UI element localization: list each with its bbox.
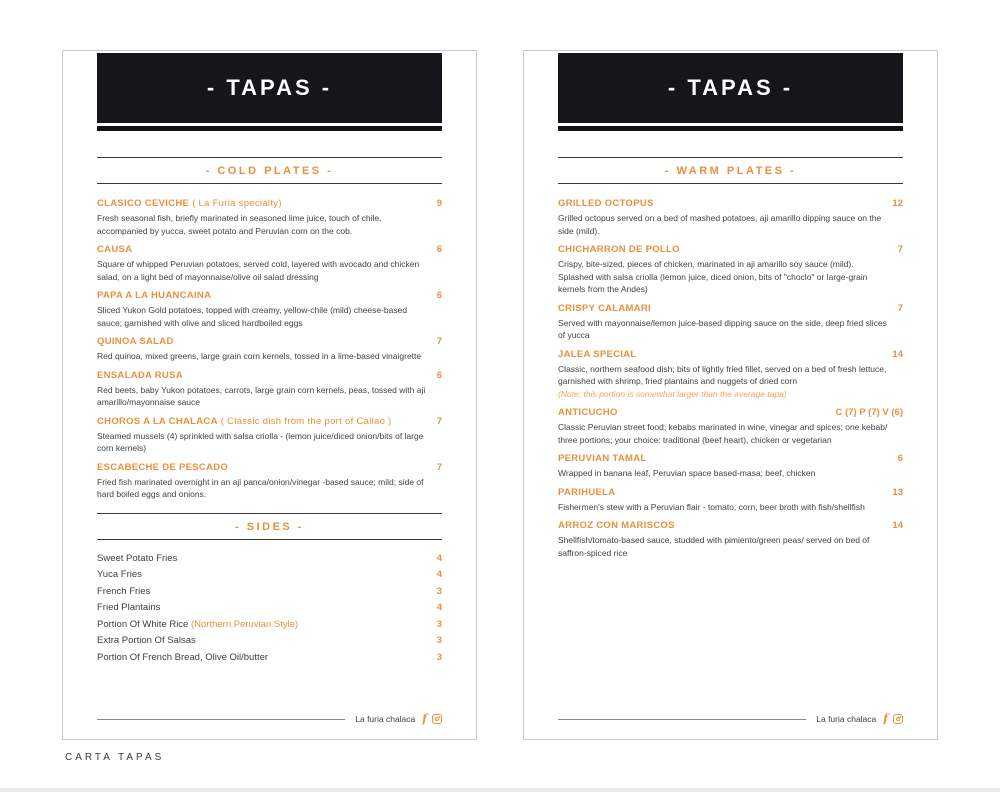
item-name: CAUSA [97,244,133,255]
menu-item [97,198,442,237]
item-description: Sliced Yukon Gold potatoes, topped with creamy, yellow-chile (mild) cheese-based sauce; garnished with olive and sliced hardboiled eggs [97,305,408,328]
page-footer [558,714,903,724]
item-price: 6 [436,290,442,301]
facebook-icon: f [422,712,427,725]
side-name: Yuca Fries [97,569,142,580]
menu-item [558,303,903,342]
menu-page-warm-plates [523,50,938,740]
menu-item [97,336,442,363]
item-price: C (7) P (7) V (6) [835,407,903,418]
item-price: 14 [892,520,903,531]
item-note: ( Classic dish from the port of Callao ) [217,415,392,427]
side-name: French Fries [97,585,151,597]
section-heading-cold-plates: - COLD PLATES - [97,157,442,184]
side-name: Portion Of White Rice (Northern Peruvian Style) [97,618,299,630]
side-item [97,652,442,663]
item-name: GRILLED OCTOPUS [558,198,654,209]
menu-item [558,487,903,514]
item-footnote: (Note: this portion is somewhat larger than the average tapa) [558,388,787,399]
item-price: 7 [436,336,442,347]
menu-item [97,462,442,501]
side-name: Fried Plantains [97,602,161,613]
menu-item [558,198,903,237]
item-price: 7 [897,302,903,314]
item-name: ANTICUCHO [558,407,618,418]
side-item [97,619,442,630]
item-name: PARIHUELA [558,486,616,498]
cold-plates-list [97,198,442,501]
item-price: 7 [436,461,442,473]
side-item [97,602,442,613]
side-item [97,635,442,646]
page-footer [97,714,442,724]
item-name: PAPA A LA HUANCAINA [97,290,212,301]
side-name: Portion Of French Bread, Olive Oil/butter [97,651,269,663]
item-price: 14 [892,348,903,360]
bottom-edge-strip [0,788,1000,792]
title-divider [97,126,442,131]
item-description: Grilled octopus served on a bed of mashed potatoes, aji amarillo dipping sauce on the side (mild). [558,213,882,236]
warm-plates-list [558,198,903,559]
item-name: QUINOA SALAD [97,336,174,347]
title-divider [558,126,903,131]
item-name: CHICHARRON DE POLLO [558,244,680,255]
item-description: Wrapped in banana leaf, Peruvian space based-masa; beef, chicken [558,468,816,478]
item-name: CHOROS A LA CHALACA ( Classic dish from the port of Callao ) [97,415,392,427]
item-name: PERUVIAN TAMAL [558,453,647,464]
item-description: Steamed mussels (4) sprinkled with salsa criolla - (lemon juice/diced onion/bits of large corn kernels) [97,430,424,453]
item-description: Served with mayonnaise/lemon juice-based dipping sauce on the side, deep fried slices of yucca [558,317,887,340]
brand-name: La furia chalaca [816,714,877,724]
item-description: Shellfish/tomato-based sauce, studded with pimiento/green peas/ served on bed of saffron-spiced rice [558,535,870,558]
side-item [97,553,442,564]
section-heading-sides: - SIDES - [97,513,442,540]
item-description: Classic, northern seafood dish; bits of lightly fried fillet, served on a bed of fresh lettuce, garnished with shrimp, fried plantains and nuggets of dried corn [558,363,887,386]
menu-page-cold-plates [62,50,477,740]
sides-list [97,553,442,663]
side-price: 3 [436,635,442,646]
menu-item [97,290,442,329]
item-name: CRISPY CALAMARI [558,302,651,314]
menu-item [558,349,903,401]
item-price: 9 [436,198,442,209]
item-name: ARROZ CON MARISCOS [558,520,675,531]
side-item [97,586,442,597]
menu-item [558,244,903,296]
item-price: 13 [892,486,903,498]
menu-item [97,244,442,283]
brand-name: La furia chalaca [355,714,416,724]
side-item [97,569,442,580]
side-note: (Northern Peruvian Style) [188,618,299,630]
item-description: Crispy, bite-sized, pieces of chicken, marinated in aji amarillo soy sauce (mild). Splashed with salsa criolla (lemon juice, diced onion, bits of "choclo" or large-grain kernels from the Andes) [558,259,868,294]
item-price: 6 [436,244,442,255]
footer-divider [97,719,345,720]
item-note: ( La Furia specialty) [189,198,282,209]
page-title: - TAPAS - [97,53,442,123]
side-price: 4 [436,569,442,580]
item-description: Fried fish marinated overnight in an aji panca/onion/vinegar -based sauce; mild; side of hard boiled eggs and onions. [97,476,424,499]
page-title: - TAPAS - [558,53,903,123]
item-price: 7 [436,415,442,427]
item-description: Classic Peruvian street food; kebabs marinated in wine, vinegar and spices; one kebab/ three portions; your choice: traditional (beef heart), chicken or vegetarian [558,422,888,445]
item-description: Red quinoa, mixed greens, large grain corn kernels, tossed in a lime-based vinaigrette [97,351,422,361]
item-description: Red beets, baby Yukon potatoes, carrots, large grain corn kernels, peas, tossed with aji amarillo/mayonnaise sauce [97,384,426,407]
menu-item [558,520,903,559]
item-name: CLASICO CEVICHE ( La Furia specialty) [97,198,282,209]
item-name: ESCABECHE DE PESCADO [97,461,229,473]
side-price: 3 [436,651,442,663]
item-price: 6 [436,369,442,381]
side-price: 4 [436,602,442,613]
instagram-icon [893,714,903,724]
menu-item [97,370,442,409]
menu-item [558,453,903,480]
item-description: Fresh seasonal fish, briefly marinated in seasoned lime juice, touch of chile, accompanied by yucca, sweet potato and Peruvian corn on the cob. [97,213,382,236]
item-price: 12 [892,198,903,209]
facebook-icon: f [883,712,888,725]
section-heading-warm-plates: - WARM PLATES - [558,157,903,184]
item-name: JALEA SPECIAL [558,348,637,360]
item-price: 7 [897,244,903,255]
side-price: 4 [436,552,442,564]
item-description: Fishermen's stew with a Peruvian flair - tomato, corn, beer broth with fish/shellfish [558,501,865,512]
instagram-icon [432,714,442,724]
document-caption: CARTA TAPAS [65,752,165,763]
menu-item [97,416,442,455]
side-price: 3 [436,585,442,597]
side-price: 3 [436,618,442,630]
menu-item [558,407,903,446]
footer-divider [558,719,806,720]
item-description: Square of whipped Peruvian potatoes, served cold, layered with avocado and chicken salad, on a light bed of mayonnaise/olive oil salad dressing [97,259,420,282]
side-name: Extra Portion Of Salsas [97,635,196,646]
item-price: 6 [897,453,903,464]
side-name: Sweet Potato Fries [97,552,178,564]
item-name: ENSALADA RUSA [97,369,183,381]
